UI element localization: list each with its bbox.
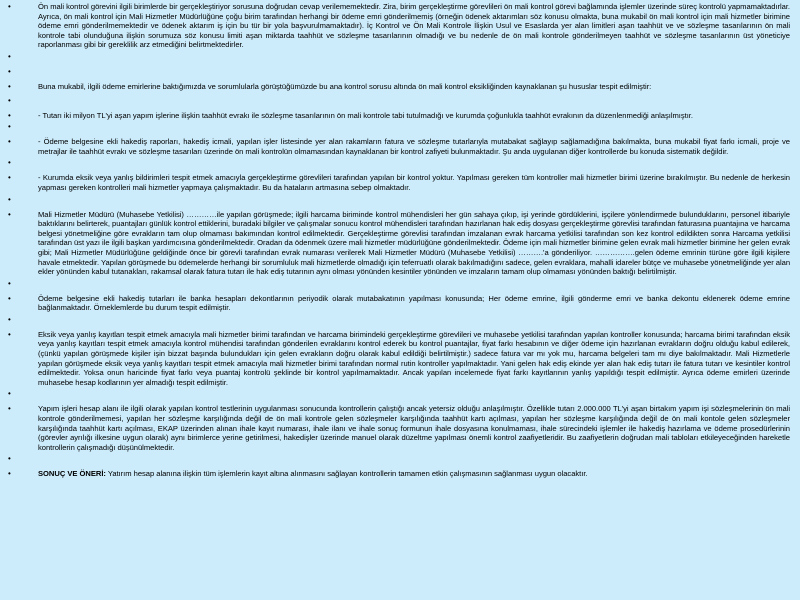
bullet-icon: • bbox=[8, 329, 11, 339]
bullet-icon: • bbox=[8, 95, 11, 105]
empty-bullet bbox=[8, 279, 790, 294]
conclusion-label: SONUÇ VE ÖNERİ: bbox=[38, 469, 106, 479]
paragraph-text: - Kurumda eksik veya yanlış bildirimleri tespit etmek amacıyla gerçekleştirme görevlileri tarafından yapılan bir kontrol yoktur. Yapılması gereken tüm kontroller mali hizmetler birimi üzerine bırakılmıştır. Bu nedenle de herkesin yapması gereken kontrolleri mali hizmetler yapmaya çalışmaktadır. Bu da hataların artmasına sebep olmaktadır. bbox=[38, 173, 790, 192]
empty-bullet bbox=[8, 454, 790, 469]
empty-bullet bbox=[8, 158, 790, 173]
bullet-icon: • bbox=[8, 110, 11, 120]
bullet-icon: • bbox=[8, 158, 11, 168]
paragraph-text: Buna mukabil, ilgili ödeme emirlerine baktığımızda ve sorumlularla görüştüğümüzde bu ana kontrol sorusu altında ön mali kontrol eksikliğinden kaynaklanan şu hususlar tespit edilmiştir: bbox=[38, 81, 652, 91]
conclusion-text: Yatırım hesap alanına ilişkin tüm işlemlerin kayıt altına alınmasını sağlayan kontrollerin tamamen etkin çalışmasının sağlanması uygun olacaktır. bbox=[105, 469, 588, 479]
bullet-icon: • bbox=[8, 66, 11, 76]
list-item-conclusion bbox=[8, 469, 790, 479]
bullet-icon: • bbox=[8, 404, 11, 414]
list-item bbox=[8, 111, 790, 121]
list-item bbox=[8, 330, 790, 388]
list-item bbox=[8, 294, 790, 313]
list-item bbox=[8, 173, 790, 192]
paragraph-text: - Tutarı iki milyon TL'yi aşan yapım işlerine ilişkin taahhüt evrakı ile sözleşme tasarılarının ön mali kontrole tabi tutulmadığı ve kurumda çoğunlukla taahhüt evrakının da düzenlenmediği anlaşılmıştır. bbox=[38, 110, 693, 120]
empty-bullet bbox=[8, 52, 790, 67]
empty-bullet bbox=[8, 67, 790, 82]
list-item bbox=[8, 82, 790, 92]
paragraph-text: Ön mali kontrol görevini ilgili birimlerde bir gerçekleştiriyor sorusuna doğrudan cevap verilememektedir. Zira, birim gerçekleştirme görevlileri ön mali kontrol görevi bağlamında işlemler üzerinde süreç kontrolü yapmamaktadırlar. Ayrıca, ön mali kontrol için Mali Hizmetler Müdürlüğüne çoğu birim tarafından herhangi bir ödeme emri gönderilmemiş (örneğin ödenek aktarımları söz konusu olmakta, buna mukabil ön mali kontrol için mali hizmetler birimine ödeme emri gönderilmemektedir ve ödenek aktarım iş için bu tür bir yola başvurulmamaktadır). İç Kontrol ve Ön Mali Kontrole İlişkin Usul ve Esaslarda yer alan limitleri aşan taahhüt ve ve sözleşme tasarılarının ön mali kontrole tabi olunduğuna ilişkin sorumuza söz konusu limiti aşan miktarda taahhüt ve sözleşme tasarılarının olmadığı ve bu nedenle de ön mali kontrole gönderilmeyen taahhüt ve sözleşme tasarılarının üst yöneticiye raporlanması gibi bir gereklilik arz etmediğini belirtmektedirler. bbox=[38, 2, 790, 50]
bullet-icon: • bbox=[8, 137, 11, 147]
empty-bullet bbox=[8, 122, 790, 137]
paragraph-text: Eksik veya yanlış kayıtları tespit etmek amacıyla mali hizmetler birimi tarafından ve harcama birimindeki gerçekleştirme görevlileri ve muhasebe yetkilisi tarafından yapılan kontroller konusunda; harcama birimi tarafından eksik veya yanlış kayıtları tespit etmek amacıyla kontrol mühendisi tarafından gönderilen evraklarını kontrol ederek bu kontrol puantajlar, fiyat farkı hesabının ve diğer ödeme için hazırlanan evrakların doğru olduğu kabul edilerek, (çünkü yapılan görüşmede kişiler işin bizzat başında bulundukları için gelen evrakların doğru olarak kabul edildiği belirtilmiştir.) sadece fatura var mı yok mu, harcama belgeleri tam mı diye bakılmaktadır. Mali Hizmetlerle yapılan görüşmede eksik veya yanlış kayıtları tespit etmek amacıyla mali hizmetler birimi tarafından normal rutin kontroller yapılmaktadır. Yani gelen hak ediş ekinde yer alan hak ediş tutarı ile fatura tutarı ve kesintiler kontrol edilmektedir. Yoksa onun haricinde fiyat farkı veya puantaj kontrolü şeklinde bir kontrol yapılmamaktadır. Ancak yapılan incelemede fiyat farkı kayıtlarının yanlış yapıldığı tespit edilmiştir. Ayrıca ödeme emirleri üzerinde muhasebe hesap kodlarının yer almadığı tespit edilmiştir. bbox=[38, 329, 790, 387]
bullet-icon: • bbox=[8, 469, 11, 479]
list-item bbox=[8, 210, 790, 277]
paragraph-text: Ödeme belgesine ekli hakediş tutarları ile banka hesapları dekontlarının periyodik olarak mutabakatının yapılması konusunda; Her ödeme emrine, ilgili gönderme emri ve banka dekontu eklenerek ödeme emrine bağlanmaktadır. Örneklemlerde bu durum tespit edilmiştir. bbox=[38, 293, 790, 313]
empty-bullet bbox=[8, 195, 790, 210]
bullet-icon: • bbox=[8, 2, 11, 11]
bullet-icon: • bbox=[8, 173, 11, 183]
bullet-icon: • bbox=[8, 314, 11, 324]
list-item bbox=[8, 404, 790, 452]
list-item bbox=[8, 2, 790, 50]
bullet-list bbox=[8, 2, 790, 479]
paragraph-text: Yapım işleri hesap alanı ile ilgili olarak yapılan kontrol testlerinin uygulanması sonucunda kontrollerin çalıştığı ancak yetersiz olduğu anlaşılmıştır. Özellikle tutarı 2.000.000 TL'yi aşan birtakım yapım işi sözleşmelerinin ön mali kontrole gönderilmemesi, yapılan her sözleşme karşılığında değil de ön mali kontrole gelen sözleşmeler karşılığında taahhüt kartı açılması, yapılan her sözleşme karşılığında değil de ön mali kontole gelen sözleşmeler karşılığında taahhüt kartı açılması, EKAP üzerinden alınan ihale kayıt numarası, ihale ilanı ve ihale sonuç formunun ihale dosyasına konulmaması, ihale sürecindeki işlemler ile hakediş hazırlama ve ödeme prosedürlerinin (görevler ayrılığı ilkesine uygun olarak) aynı birimlerce yerine getirilmesi, hakedişler üzerinde manuel olarak düzeltme yapılması önemli kontrol zaafiyetleridir. Bu zaafiyetlerin doğrudan mali tabloları etkileyeceğinden hareketle kontrollerin çalışmadığı düşünülmektedir. bbox=[38, 404, 790, 452]
bullet-icon: • bbox=[8, 454, 11, 464]
bullet-icon: • bbox=[8, 389, 11, 399]
bullet-icon: • bbox=[8, 194, 11, 204]
empty-bullet bbox=[8, 315, 790, 330]
list-item bbox=[8, 137, 790, 156]
bullet-icon: • bbox=[8, 122, 11, 132]
paragraph-text: Mali Hizmetler Müdürü (Muhasebe Yetkilisi) …………ile yapılan görüşmede; ilgili harcama biriminde kontrol mühendisleri her gün sahaya çıkıp, işi yerinde gördüklerini, işçilere yönlendirmede bulunduklarını, personel itibariyle baktıklarını belirterek, puantajları günlük kontrol ettiklerini, buradaki bilgiler ve çalışmalar sonucu kontrol mühendisleri tarafından hazırlanan hak ediş dosyası gerçekleştirme görevlisi tarafından faturasına puantajına ve harcama belgesi yönetmeliğine göre evrakların tam olup olmaması bakımından kontrol edilmektedir. Gerçekleştirme görevlisi tarafından imzalanan evrak harcama yetkilisi tarafından son kez kontrol edildikten sonra Harcama yetkilisi tarafından üst yazı ile ilgili başkan yardımcısına gönderilmektedir. Oradan da ödenmek üzere mali hizmetler müdürlüğüne gönderilmektedir. Ödeme için mali hizmetler birimine gelen evrak mali hizmetler birimine her gelen evrak gibi; Mali Hizmetler Müdürlüğüne geldiğinde önce bir görevli tarafından evrak numarası verilerek Mali Hizmetler Müdürü (Muhasebe Yetkilisi) ……….'a gönderiliyor. …………….gelen ödeme emrinin türüne göre ilgili kişilere havale etmektedir. Yapılan görüşmede bu ödemelerde herhangi bir sorumluluk mali hizmetlerde olmadığı için teferruatlı olarak bakılmadığını sadece, gelen evraklara, mahalli idareler bütçe ve muhasebe yönetmeliğinde yer alan ekler yönünden kabul tutanakları, rakamsal olarak fatura tutarı ile hak ediş tutarının aynı olması yönünden kesintiler yönünden ve imzaların tamam olup olmaması yönünden baktığı belirtilmiştir. bbox=[38, 209, 791, 277]
paragraph-text: - Ödeme belgesine ekli hakediş raporları, hakediş icmali, yapılan işler listesinde yer alan rakamların fatura ve sözleşme tutarlarıyla mutabakat sağlayıp sağlamadığına bakılmakta, buna mukabil fiyat farkı icmali, proje ve metrajlar ile taahhüt evrakı ve sözleşme tasarıları üzerinde ön mali kontrolün olmamasından kaynaklanan bir kontrol zafiyeti bulunmaktadır. Şu anda uygulanan diğer kontrollerde bu konuda sistematik değildir. bbox=[38, 137, 790, 156]
bullet-icon: • bbox=[8, 81, 11, 91]
empty-bullet bbox=[8, 96, 790, 111]
bullet-icon: • bbox=[8, 293, 11, 303]
bullet-icon: • bbox=[8, 51, 11, 61]
bullet-icon: • bbox=[8, 209, 11, 219]
empty-bullet bbox=[8, 389, 790, 404]
bullet-icon: • bbox=[8, 278, 11, 288]
